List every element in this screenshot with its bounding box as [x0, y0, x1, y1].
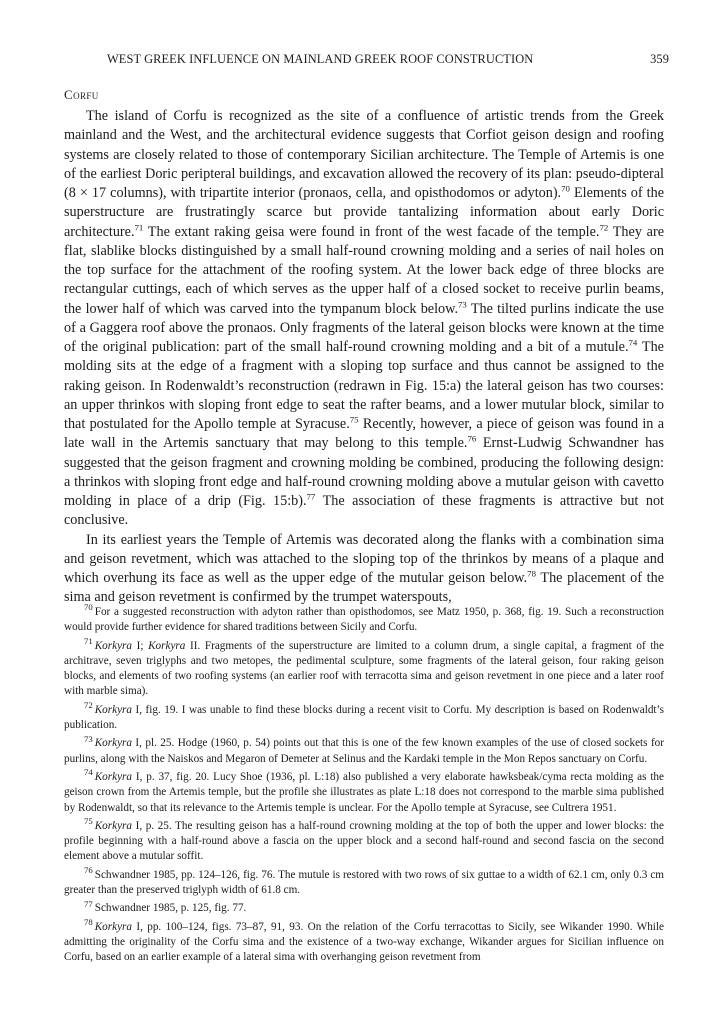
footnote-ref: 75 [349, 414, 359, 425]
text-run: The island of Corfu is recognized as the site of a confluence of artistic trends from the Greek mainland and the West, and the architectural evidence suggests that Corfiot geison design and roofing systems are closely related to those of contemporary Sicilian architecture. The Temple of Artemis is one of the earliest Doric peripteral buildings, and excavation allowed the recovery of its plan: pseudo-dipteral (8 × 17 columns), with tripartite interior (pronaos, cella, and opisthodomos or adyton). [64, 108, 664, 201]
footnote [64, 916, 664, 966]
text-run: I, fig. 19. I was unable to find these blocks during a recent visit to Corfu. My description is based on Rodenwaldt’s publication. [64, 703, 664, 732]
body-text [64, 107, 664, 608]
italic-title: Korkyra [148, 639, 186, 652]
footnote-number: 72 [84, 700, 93, 711]
text-run: I, pp. 100–124, figs. 73–87, 91, 93. On the relation of the Corfu terracottas to Sicily, see Wikander 1990. While admitting the originality of the Corfu sima and the existence of a two-way exchange, Wikander argues for Sicilian influence on Corfu, based on an earlier example of a lateral sima with overhanging geison revetment from [64, 920, 664, 964]
footnote [64, 898, 664, 916]
text-run: In its earliest years the Temple of Artemis was decorated along the flanks with a combination sima and geison revetment, which was attached to the sloping top of the thrinkos by means of a plaque and which overhung its face as well as the upper edge of the mutular geison below. [64, 531, 664, 586]
footnote-number: 77 [84, 898, 93, 909]
footnote-ref: 72 [599, 221, 609, 232]
running-header [64, 52, 669, 70]
text-run: I, p. 37, fig. 20. Lucy Shoe (1936, pl. L:18) also published a very elaborate hawksbeak/cyma recta molding as the geison crown from the Artemis temple, but the profile she illustrates as plate L:18 does not correspond to the marble sima published by Rodenwaldt, so that its relevance to the Artemis temple is unclear. For the Apollo temple at Syracuse, see Cultrera 1951. [64, 770, 664, 814]
italic-title: Korkyra [94, 703, 133, 716]
footnote-number: 70 [84, 602, 93, 613]
section-heading: Corfu [64, 87, 99, 102]
text-run: I, p. 25. The resulting geison has a half-round crowning molding at the top of both the upper and lower blocks: the profile beginning with a half-round above a fascia on the upper block and a second half-round and second fascia on the second element above a mutular soffit. [64, 819, 664, 863]
footnote-ref: 77 [306, 491, 316, 502]
footnote-ref: 71 [134, 221, 144, 232]
footnote-number: 73 [84, 733, 93, 744]
footnote-number: 78 [84, 916, 93, 927]
running-title: WEST GREEK INFLUENCE ON MAINLAND GREEK ROOF CONSTRUCTION [107, 52, 534, 66]
body-paragraph [64, 531, 664, 608]
italic-title: Korkyra [94, 639, 133, 652]
footnote [64, 700, 664, 734]
footnote-ref: 70 [561, 183, 570, 194]
italic-title: Korkyra [94, 770, 133, 783]
italic-title: Korkyra [94, 737, 133, 750]
footnote-number: 71 [84, 635, 93, 646]
text-run: The association of these fragments is attractive but not conclusive. [64, 493, 664, 529]
text-run: Recently, however, a piece of geison was found in a late wall in the Artemis sanctuary that may belong to this temple. [64, 416, 664, 452]
footnote [64, 733, 664, 767]
footnote-number: 74 [84, 767, 93, 778]
footnote [64, 602, 664, 636]
italic-title: Korkyra [94, 920, 133, 933]
text-run: The molding sits at the edge of a fragment with a sloping top surface and thus cannot be assigned to the raking geison. In Rodenwaldt’s reconstruction (redrawn in Fig. 15:a) the lateral geison has two courses: an upper thrinkos with sloping front edge to seat the rafter beams, and a lower mutular block, similar to that postulated for the Apollo temple at Syracuse. [64, 339, 664, 432]
text-run: The placement of the sima and geison revetment is confirmed by the trumpet waterspouts, [64, 570, 665, 606]
footnote-ref: 74 [628, 337, 638, 348]
text-run: They are flat, slablike blocks distinguished by a small half-round crowning molding and a series of nail holes on the top surface for the attachment of the roofing system. At the lower back edge of three blocks are rectangular cuttings, each of which serves as the upper half of a closed socket to receive purlin beams, the lower half of which was carved into the tympanum block below. [64, 223, 665, 317]
text-run: II. Fragments of the superstructure are limited to a column drum, a single capital, a fragment of the architrave, seven triglyphs and two metopes, the pedimental sculpture, some fragments of the lateral geison, four raking geison blocks, and elements of two roofing systems (an earlier roof with terracotta sima and geison revetment in one piece and a later roof with marble sima). [64, 639, 664, 698]
footnote [64, 635, 664, 700]
text-run: Schwandner 1985, p. 125, fig. 77. [94, 902, 247, 915]
text-run: I; [132, 639, 149, 652]
text-run: The extant raking geisa were found in front of the west facade of the temple. [143, 223, 600, 240]
footnote-ref: 78 [527, 568, 536, 579]
text-run: Schwandner 1985, pp. 124–126, fig. 76. The mutule is restored with two rows of six guttae to a width of 62.1 cm, only 0.3 cm greater than the preserved triglyph width of 61.8 cm. [64, 868, 664, 897]
text-run: Elements of the superstructure are frustratingly scarce but provide tantalizing information about early Doric architecture. [64, 185, 665, 240]
footnotes [64, 602, 664, 969]
footnote-number: 75 [84, 816, 93, 827]
text-run: The tilted purlins indicate the use of a Gaggera roof above the pronaos. Only fragments of the lateral geison blocks were known at the time of the original publication: part of the small half-round crowning molding and a bit of a mutule. [64, 300, 664, 355]
footnote-ref: 76 [467, 433, 477, 444]
text-run: I, pl. 25. Hodge (1960, p. 54) points out that this is one of the few known examples of the use of closed sockets for purlins, along with the Naiskos and Megaron of Demeter at Selinus and the Kardaki temple in the Mon Repos sanctuary on Corfu. [64, 737, 664, 765]
italic-title: Korkyra [94, 819, 133, 832]
body-paragraph [64, 107, 664, 531]
footnote-ref: 73 [458, 298, 467, 309]
footnote-number: 76 [84, 865, 93, 876]
footnote [64, 865, 664, 899]
footnote [64, 767, 664, 816]
footnote [64, 816, 664, 865]
text-run: For a suggested reconstruction with adyton rather than opisthodomos, see Matz 1950, p. 368, fig. 19. Such a reconstruction would provide further evidence for shared traditions between Sicily and Corfu. [64, 606, 664, 634]
text-run: Ernst-Ludwig Schwandner has suggested that the geison fragment and crowning molding be combined, producing the following design: a thrinkos with sloping front edge and half-round crowning molding above a mutular geison with cavetto molding in place of a drip (Fig. 15:b). [64, 435, 664, 509]
page-number: 359 [650, 52, 669, 66]
